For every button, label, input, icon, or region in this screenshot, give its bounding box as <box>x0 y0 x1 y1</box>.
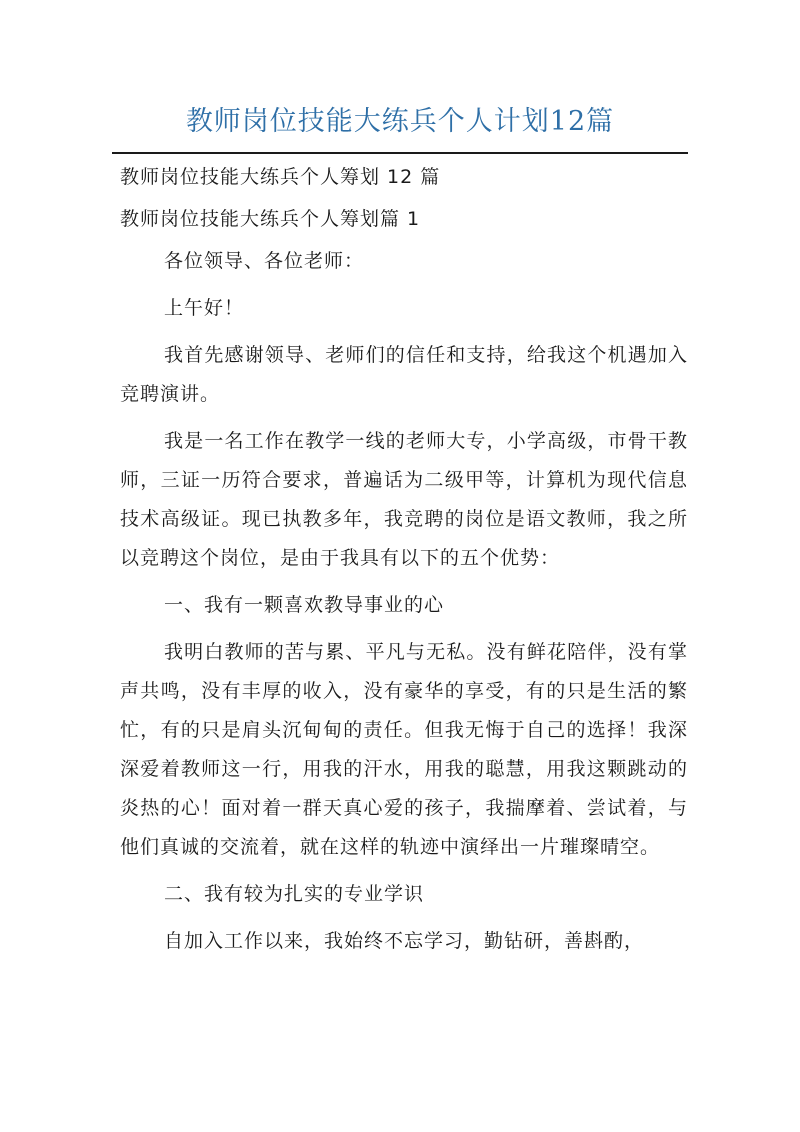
document-body <box>120 158 688 969</box>
title-divider <box>112 152 688 154</box>
point-heading-1: 一、我有一颗喜欢教导事业的心 <box>164 594 445 616</box>
point-heading-2: 二、我有较为扎实的专业学识 <box>164 883 425 905</box>
paragraph-point-1: 我明白教师的苦与累、平凡与无私。没有鲜花陪伴，没有掌声共鸣，没有丰厚的收入，没有豪华的享受，有的只是生活的繁忙，有的只是肩头沉甸甸的责任。但我无悔于自己的选择！我深深爱着教师这一行，用我的汗水，用我的聪慧，用我这颗跳动的炎热的心！面对着一群天真心爱的孩子，我揣摩着、尝试着，与他们真诚的交流着，就在这样的轨迹中演绎出一片璀璨晴空。 <box>120 641 688 858</box>
greeting: 上午好！ <box>164 297 245 319</box>
subtitle-line: 教师岗位技能大练兵个人筹划 12 篇 <box>120 166 441 188</box>
section-title: 教师岗位技能大练兵个人筹划篇 1 <box>120 208 421 230</box>
paragraph-intro: 我是一名工作在教学一线的老师大专，小学高级，市骨干教师，三证一历符合要求，普遍话为二级甲等，计算机为现代信息技术高级证。现已执教多年，我竞聘的岗位是语文教师，我之所以竞聘这个岗位，是由于我具有以下的五个优势： <box>120 430 688 569</box>
salutation: 各位领导、各位老师： <box>164 250 365 272</box>
paragraph-point-2: 自加入工作以来，我始终不忘学习，勤钻研，善斟酌， <box>164 930 645 952</box>
page-title: 教师岗位技能大练兵个人计划12篇 <box>185 106 615 137</box>
paragraph-thanks: 我首先感谢领导、老师们的信任和支持，给我这个机遇加入竞聘演讲。 <box>120 344 688 405</box>
